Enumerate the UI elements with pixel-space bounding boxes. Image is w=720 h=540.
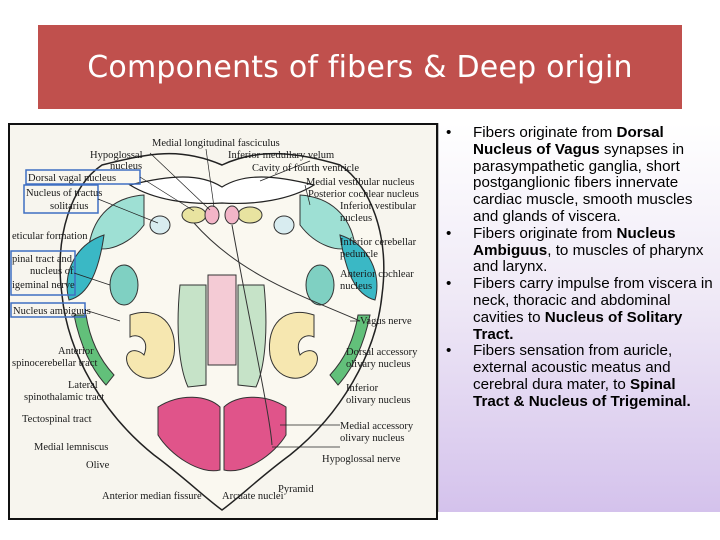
label-inferior-vestibular: Inferior vestibular — [340, 201, 417, 212]
label-anterior: Anterior — [58, 346, 94, 357]
label-dorsal-accessory: Dorsal accessory — [346, 347, 418, 358]
label-spinothalamic-tract: spinothalamic tract — [24, 392, 105, 403]
label-trigeminal-nerve: igeminal nerve — [12, 280, 75, 291]
bullet-bold-text: Spinal Tract & Nucleus of Trigeminal. — [473, 375, 691, 410]
spinal-trigeminal-nucleus-left — [110, 265, 138, 305]
label-nucleus-of: nucleus of — [30, 266, 74, 277]
label-nucleus-ambiguus: Nucleus ambiguus — [13, 306, 91, 317]
label-inferior-olivary-2: olivary nucleus — [346, 395, 411, 406]
label-hypoglossal-nerve: Hypoglossal nerve — [322, 454, 401, 465]
label-lateral: Lateral — [68, 380, 98, 391]
bullet-text-panel — [438, 123, 720, 512]
dorsal-vagal-nucleus-left — [182, 207, 206, 223]
label-arcuate-nuclei: Arcuate nuclei — [222, 491, 284, 502]
bullet-item — [439, 343, 716, 410]
bullet-text: , to muscles of pharynx and larynx. — [473, 241, 704, 276]
label-posterior-cochlear-nucleus: Posterior cochlear nucleus — [308, 189, 419, 200]
label-anterior-median-fissure: Anterior median fissure — [102, 491, 202, 502]
medulla-cross-section-figure — [8, 123, 438, 520]
label-inferior-olivary: Inferior — [346, 383, 379, 394]
label-spinocerebellar-tract: spinocerebellar tract — [12, 358, 98, 369]
label-vagus-nerve: Vagus nerve — [360, 316, 412, 327]
bullet-bold-text: Nucleus Ambiguus — [473, 224, 676, 259]
bullet-item — [439, 226, 716, 276]
label-dorsal-accessory-2: olivary nucleus — [346, 359, 411, 370]
label-inferior-cerebellar: Inferior cerebellar — [340, 237, 417, 248]
bullet-item — [439, 276, 716, 343]
bullet-text: Fibers sensation from auricle, external acoustic meatus and cerebral dura mater, to — [473, 342, 673, 393]
slide-title: Components of fibers & Deep origin — [87, 49, 633, 85]
label-spinal-tract: pinal tract and — [12, 254, 73, 265]
bullet-text: Fibers carry impulse from viscera in neck, thoracic and abdominal cavities to — [473, 275, 713, 326]
solitary-nucleus-right — [274, 216, 294, 234]
label-hypoglossal-nucleus-2: nucleus — [110, 161, 143, 172]
label-cavity-fourth-ventricle: Cavity of fourth ventricle — [252, 163, 360, 174]
bullet-item — [439, 125, 716, 226]
dorsal-vagal-nucleus-right — [238, 207, 262, 223]
label-medial-longitudinal-fasciculus: Medial longitudinal fasciculus — [152, 138, 280, 149]
bullet-bold-text: Nucleus of Solitary Tract. — [473, 308, 683, 343]
label-dorsal-vagal-nucleus: Dorsal vagal nucleus — [28, 173, 117, 184]
solitary-nucleus-left — [150, 216, 170, 234]
medulla-diagram — [10, 125, 438, 520]
label-reticular-formation: eticular formation — [12, 231, 88, 242]
label-tectospinal-tract: Tectospinal tract — [22, 414, 92, 425]
label-nucleus-tractus: Nucleus of tractus — [26, 188, 103, 199]
label-medial-accessory: Medial accessory — [340, 421, 414, 432]
spinal-trigeminal-nucleus-right — [306, 265, 334, 305]
label-inferior-medullary-velum: Inferior medullary velum — [228, 150, 335, 161]
label-solitarius: solitarius — [50, 201, 89, 212]
hypoglossal-nucleus-right — [225, 206, 239, 224]
label-pyramid: Pyramid — [278, 484, 314, 495]
label-peduncle: peduncle — [340, 249, 378, 260]
hypoglossal-nucleus-left — [205, 206, 219, 224]
bullet-text: Fibers originate from — [473, 224, 617, 242]
label-medial-lemniscus: Medial lemniscus — [34, 442, 109, 453]
label-anterior-cochlear: Anterior cochlear — [340, 269, 414, 280]
title-bar — [38, 25, 682, 109]
label-medial-vestibular-nucleus: Medial vestibular nucleus — [306, 177, 415, 188]
label-medial-accessory-2: olivary nucleus — [340, 433, 405, 444]
bullet-bold-text: Dorsal Nucleus of Vagus — [473, 124, 664, 158]
label-hypoglossal-nucleus: Hypoglossal — [90, 150, 143, 161]
bullet-text: Fibers originate from — [473, 124, 617, 141]
bullet-text: synapses in parasympathetic ganglia, short postganglionic fibers innervate cardiac muscle, smooth muscles and glands of viscera. — [473, 140, 693, 225]
label-olive: Olive — [86, 460, 110, 471]
label-inferior-vestibular-2: nucleus — [340, 213, 373, 224]
label-anterior-cochlear-2: nucleus — [340, 281, 373, 292]
midline-raphe — [208, 275, 236, 365]
bullet-list — [439, 125, 716, 411]
